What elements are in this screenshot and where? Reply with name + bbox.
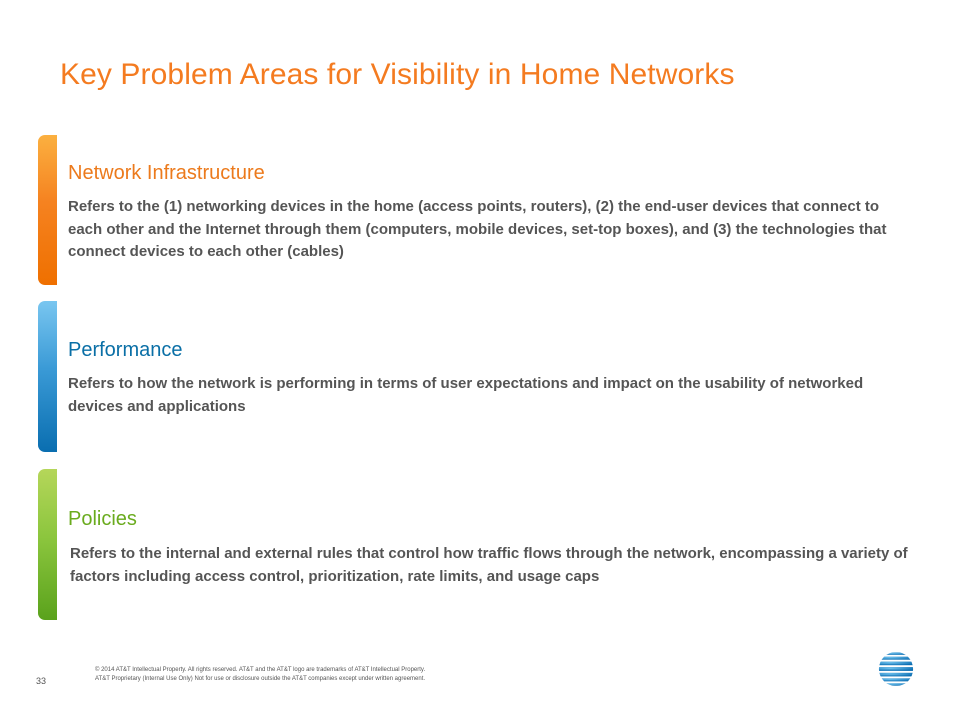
- footer-copyright: © 2014 AT&T Intellectual Property. All rights reserved. AT&T and the AT&T logo are trademarks of AT&T Intellectual Property.: [95, 667, 426, 673]
- section-performance: [38, 301, 918, 452]
- section-policies: [38, 469, 918, 620]
- section-heading: Network Infrastructure: [68, 162, 265, 184]
- section-accent-bar: [38, 469, 57, 620]
- footer-legal: [95, 666, 425, 684]
- section-body: Refers to how the network is performing in terms of user expectations and impact on the usability of networked devices and applications: [68, 375, 864, 415]
- section-heading: Performance: [68, 339, 183, 361]
- section-body: Refers to the internal and external rules that control how traffic flows through the network, encompassing a variety of factors including access control, prioritization, rate limits, and usage caps: [70, 545, 908, 585]
- section-accent-bar: [38, 301, 57, 452]
- section-body: Refers to the (1) networking devices in the home (access points, routers), (2) the end-user devices that connect to each other and the Internet through them (computers, mobile devices, set-top boxes), and (3) the technologies that connect devices to each other (cables): [68, 198, 887, 260]
- section-accent-bar: [38, 135, 57, 285]
- footer-proprietary: AT&T Proprietary (Internal Use Only) Not for use or disclosure outside the AT&T companies except under written agreement.: [95, 676, 426, 682]
- section-network-infrastructure: [38, 135, 918, 285]
- page-number: 33: [36, 676, 47, 686]
- att-globe-logo-icon: [877, 650, 915, 688]
- slide-title: Key Problem Areas for Visibility in Home Networks: [60, 58, 735, 91]
- section-heading: Policies: [68, 508, 137, 530]
